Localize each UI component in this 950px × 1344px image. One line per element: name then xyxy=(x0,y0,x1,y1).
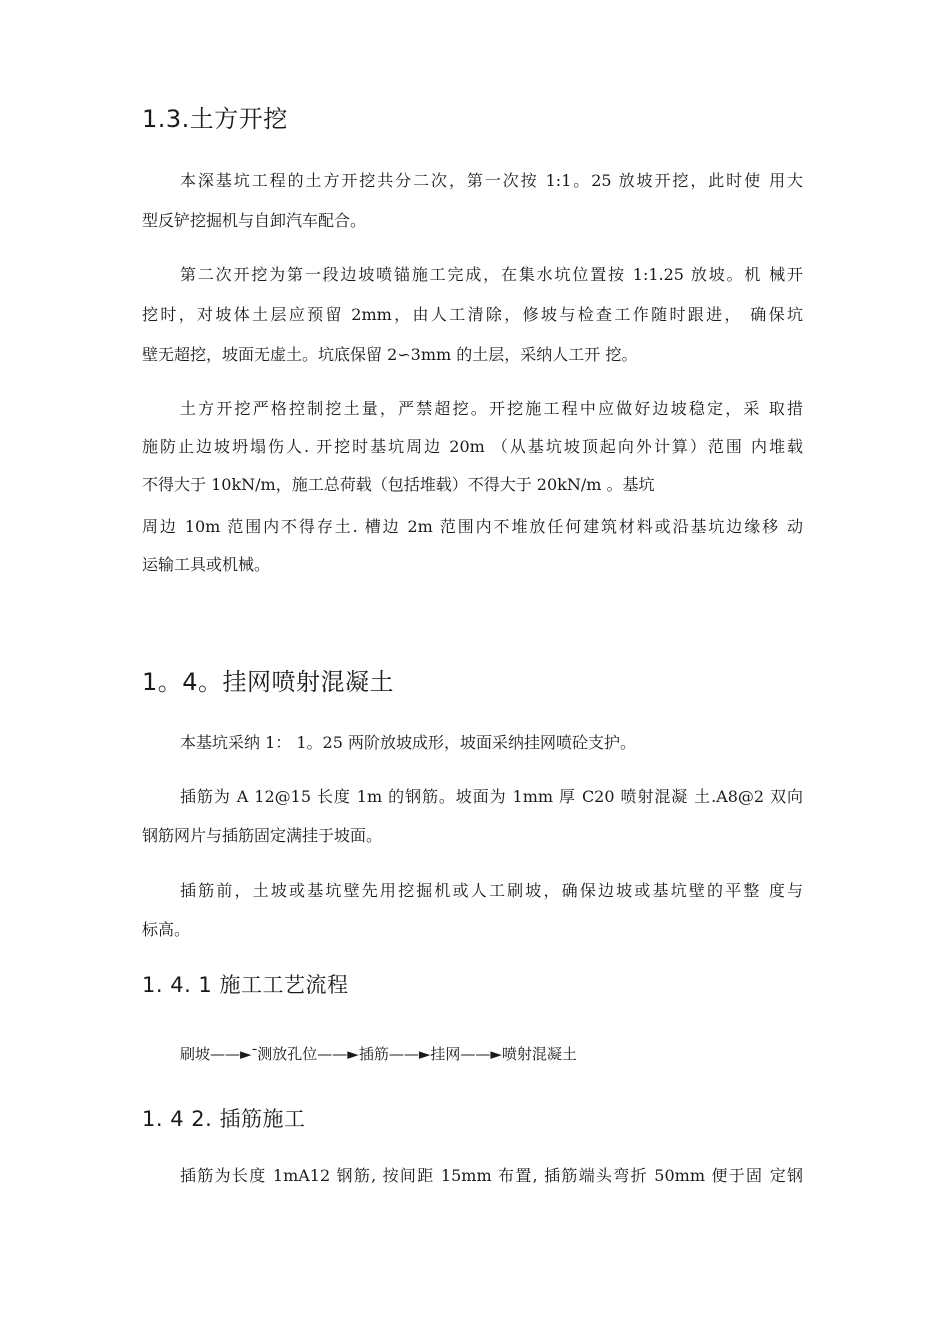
paragraph-line: 本深基坑工程的土方开挖共分二次，第一次按 1:1。25 放坡开挖，此时使 用大 xyxy=(180,171,803,190)
paragraph-line: 插筋前，土坡或基坑壁先用挖掘机或人工刷坡，确保边坡或基坑壁的平整 度与 xyxy=(180,881,803,900)
section-heading-1-3: 1.3.土方开挖 xyxy=(142,105,288,133)
paragraph-line: 第二次开挖为第一段边坡喷锚施工完成，在集水坑位置按 1:1.25 放坡。机 械开 xyxy=(180,265,803,284)
paragraph-line: 挖时，对坡体土层应预留 2mm，由人工清除，修坡与检查工作随时跟进， 确保坑 xyxy=(142,305,803,324)
paragraph-line: 不得大于 10kN/m，施工总荷载（包括堆载）不得大于 20kN/m 。基坑 xyxy=(142,475,655,494)
paragraph-line: 型反铲挖掘机与自卸汽车配合。 xyxy=(142,211,367,230)
paragraph-line: 运输工具或机械。 xyxy=(142,555,271,574)
paragraph-line: 壁无超挖，坡面无虚土。坑底保留 2∽3mm 的土层，采纳人工开 挖。 xyxy=(142,345,638,364)
section-heading-1-4: 1。4。挂网喷射混凝土 xyxy=(142,668,395,696)
process-flow: 刷坡——►־测放孔位——►插筋——►挂网——►喷射混凝土 xyxy=(180,1045,577,1063)
paragraph-line: 施防止边坡坍塌伤人. 开挖时基坑周边 20m （从基坑坡顶起向外计算）范围 内堆载 xyxy=(142,437,803,456)
paragraph-line: 标高。 xyxy=(142,920,191,939)
paragraph-line: 周边 10m 范围内不得存土. 槽边 2m 范围内不堆放任何建筑材料或沿基坑边缘移 动 xyxy=(142,517,803,536)
paragraph-line: 插筋为 A 12@15 长度 1m 的钢筋。坡面为 1mm 厚 C20 喷射混凝 土.A8@2 双向 xyxy=(180,787,803,806)
paragraph-line: 插筋为长度 1mA12 钢筋, 按间距 15mm 布置, 插筋端头弯折 50mm 便于固 定钢 xyxy=(180,1166,803,1185)
section-heading-1-4-1: 1. 4. 1 施工工艺流程 xyxy=(142,973,349,997)
paragraph-line: 土方开挖严格控制挖土量，严禁超挖。开挖施工程中应做好边坡稳定，采 取措 xyxy=(180,399,803,418)
paragraph-line: 本基坑采纳 1： 1。25 两阶放坡成形，坡面采纳挂网喷砼支护。 xyxy=(180,733,636,752)
section-heading-1-4-2: 1. 4 2. 插筋施工 xyxy=(142,1107,306,1131)
paragraph-line: 钢筋网片与插筋固定满挂于坡面。 xyxy=(142,826,383,845)
